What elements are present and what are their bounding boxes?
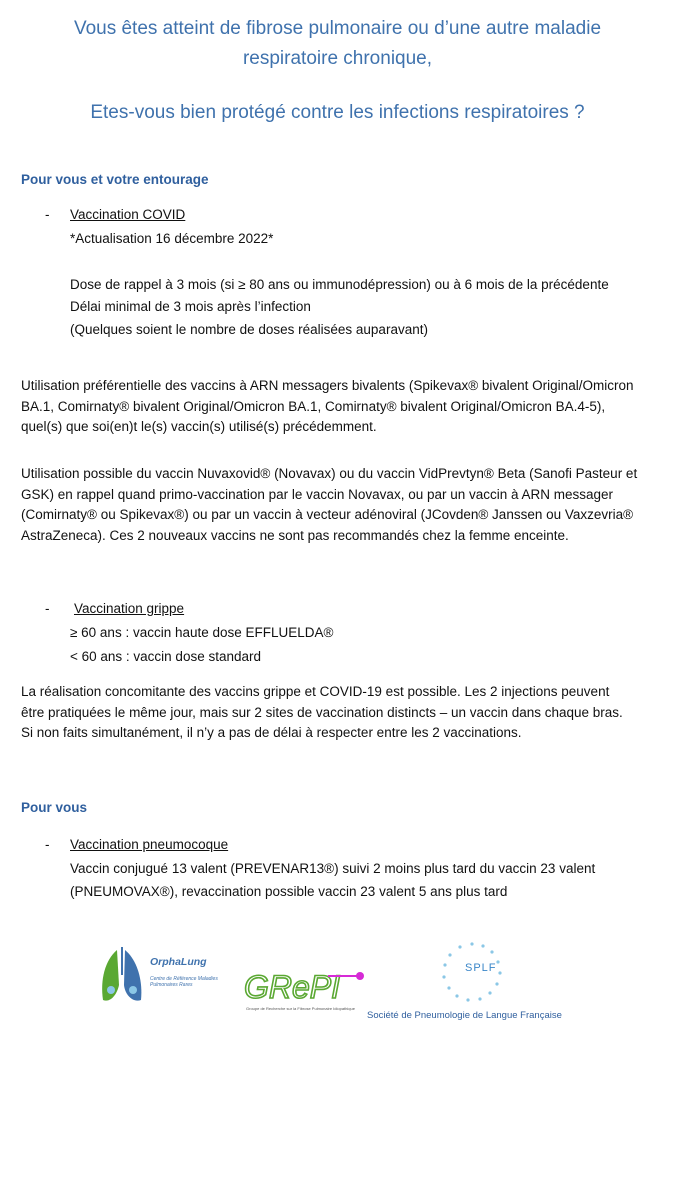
paragraph-line: La réalisation concomitante des vaccins grippe et COVID-19 est possible. Les 2 injections peuvent	[21, 684, 610, 699]
paragraph-concomitant	[21, 682, 651, 744]
bullet-dash: -	[45, 207, 50, 222]
section-title-pour-vous: Pour vous	[21, 800, 88, 815]
covid-dose-line-2: Délai minimal de 3 mois après l’infection	[70, 299, 311, 314]
paragraph-line: être pratiquées le même jour, mais sur 2 sites de vaccination distincts – un vaccin dans chaque bras.	[21, 704, 623, 720]
pneumo-line-1: Vaccin conjugué 13 valent (PREVENAR13®) suivi 2 moins plus tard du vaccin 23 valent	[70, 861, 596, 876]
splf-caption: Société de Pneumologie de Langue Française	[367, 1010, 562, 1021]
paragraph-line: BA.1, Comirnaty® bivalent Original/Omicron BA.1, Comirnaty® bivalent Original/Omicron BA.4-5),	[21, 398, 606, 414]
splf-acronym: SPLF	[465, 962, 497, 974]
section-title-entourage: Pour vous et votre entourage	[21, 172, 209, 187]
pneumo-line-2: (PNEUMOVAX®), revaccination possible vaccin 23 valent 5 ans plus tard	[70, 884, 508, 899]
page-subtitle: Etes-vous bien protégé contre les infections respiratoires ?	[90, 102, 585, 123]
page-title	[20, 14, 655, 74]
paragraph-line: Utilisation préférentielle des vaccins à ARN messagers bivalents (Spikevax® bivalent Original/Omicron	[21, 378, 634, 393]
bullet-dash: -	[45, 601, 50, 616]
grippe-line-1: ≥ 60 ans : vaccin haute dose EFFLUELDA®	[70, 625, 334, 640]
grepi-wordmark: GRePI	[244, 969, 341, 1005]
pneumo-heading: Vaccination pneumocoque	[70, 837, 229, 852]
paragraph-line: quel(s) que soi(en)t le(s) vaccin(s) utilisé(s) précédemment.	[21, 419, 377, 434]
grepi-logo	[242, 962, 366, 1008]
grippe-heading: Vaccination grippe	[74, 601, 185, 616]
paragraph-line: Si non faits simultanément, il n’y a pas de délai à respecter entre les 2 vaccinations.	[21, 725, 522, 740]
paragraph-line: Utilisation possible du vaccin Nuvaxovid® (Novavax) ou du vaccin VidPrevtyn® Beta (Sanofi Pasteur et	[21, 466, 638, 481]
paragraph-arn	[21, 376, 651, 438]
bullet-dash: -	[45, 837, 50, 852]
grepi-subtitle: Groupe de Recherche sur la Fibrose Pulmonaire Idiopathique	[246, 1006, 355, 1011]
paragraph-nuvaxovid	[21, 464, 651, 546]
orphalung-name: OrphaLung	[150, 956, 207, 968]
orphalung-logo	[95, 945, 150, 1007]
covid-dose-line-1: Dose de rappel à 3 mois (si ≥ 80 ans ou immunodépression) ou à 6 mois de la précédente	[70, 277, 609, 292]
covid-update: *Actualisation 16 décembre 2022*	[70, 231, 274, 246]
grippe-line-2: < 60 ans : vaccin dose standard	[70, 649, 261, 664]
covid-dose-line-3: (Quelques soient le nombre de doses réalisées auparavant)	[70, 322, 428, 337]
title-line-1: Vous êtes atteint de fibrose pulmonaire ou d’une autre maladie	[73, 18, 602, 39]
title-line-2: respiratoire chronique,	[242, 48, 433, 69]
paragraph-line: (Comirnaty® ou Spikevax®) ou par un vaccin à vecteur adénoviral (JCovden® Janssen ou Vaxzevria®	[21, 507, 634, 522]
covid-heading: Vaccination COVID	[70, 207, 186, 222]
paragraph-line: GSK) en rappel quand primo-vaccination par le vaccin Novavax, ou par un vaccin à ARN messager	[21, 486, 614, 502]
orphalung-subtitle: Centre de Référence Maladies Pulmonaires Rares	[150, 976, 218, 988]
paragraph-line: AstraZeneca). Ces 2 nouveaux vaccins ne sont pas recommandés chez la femme enceinte.	[21, 527, 569, 543]
